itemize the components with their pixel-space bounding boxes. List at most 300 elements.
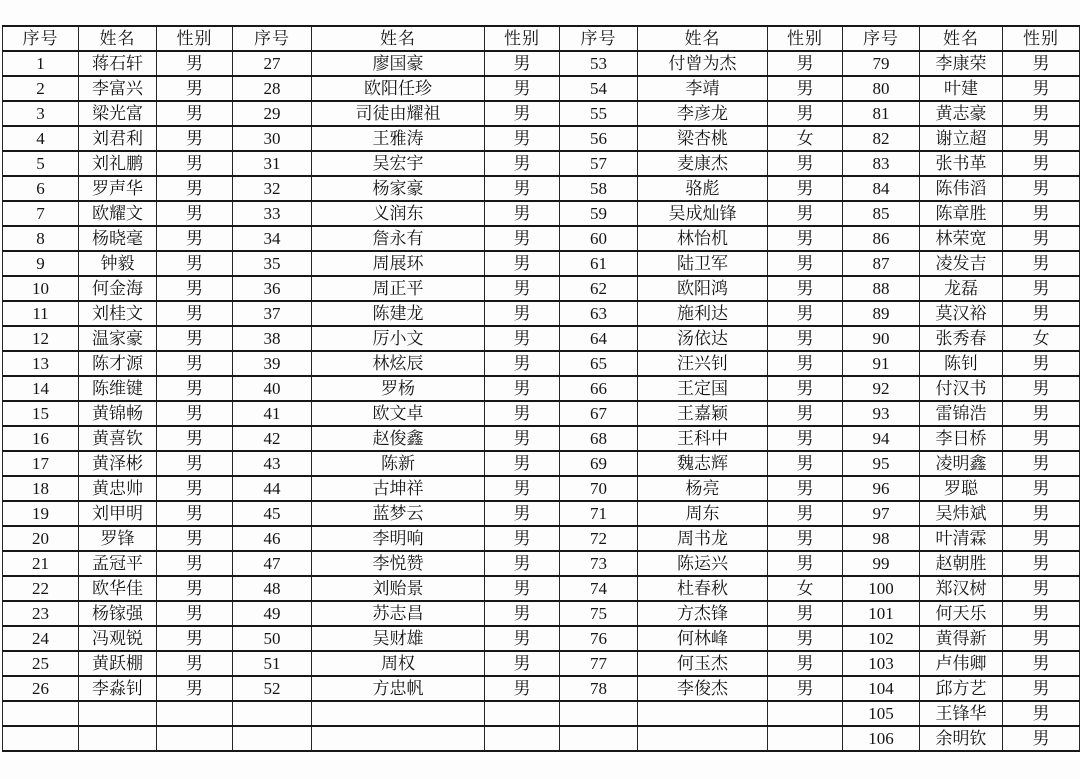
name-cell: 王科中 [638, 426, 768, 451]
serial-cell: 50 [233, 626, 312, 651]
name-cell: 李明响 [312, 526, 485, 551]
name-cell: 汪兴钊 [638, 351, 768, 376]
name-cell: 王雅涛 [312, 126, 485, 151]
name-cell: 黄泽彬 [79, 451, 157, 476]
name-cell: 罗声华 [79, 176, 157, 201]
empty-cell [768, 701, 843, 726]
gender-cell: 男 [768, 226, 843, 251]
name-cell: 黄志豪 [920, 101, 1003, 126]
serial-cell: 66 [560, 376, 638, 401]
serial-cell: 57 [560, 151, 638, 176]
serial-cell: 61 [560, 251, 638, 276]
name-cell: 黄跃棚 [79, 651, 157, 676]
serial-cell: 11 [3, 301, 79, 326]
table-row [3, 726, 1080, 751]
serial-cell: 91 [843, 351, 920, 376]
gender-header: 性别 [157, 26, 233, 51]
roster-table-body [3, 51, 1080, 751]
gender-cell: 男 [1003, 701, 1080, 726]
name-cell: 杨晓毫 [79, 226, 157, 251]
serial-cell: 86 [843, 226, 920, 251]
serial-cell: 105 [843, 701, 920, 726]
gender-cell: 男 [1003, 601, 1080, 626]
name-cell: 欧华佳 [79, 576, 157, 601]
gender-cell: 男 [485, 401, 560, 426]
name-cell: 李彦龙 [638, 101, 768, 126]
serial-cell: 2 [3, 76, 79, 101]
gender-cell: 男 [157, 651, 233, 676]
gender-cell: 男 [485, 301, 560, 326]
serial-cell: 82 [843, 126, 920, 151]
name-cell: 余明钦 [920, 726, 1003, 751]
gender-cell: 男 [157, 101, 233, 126]
name-cell: 雷锦浩 [920, 401, 1003, 426]
name-cell: 吴财雄 [312, 626, 485, 651]
serial-cell: 15 [3, 401, 79, 426]
table-row [3, 401, 1080, 426]
serial-cell: 77 [560, 651, 638, 676]
gender-cell: 男 [768, 426, 843, 451]
serial-cell: 54 [560, 76, 638, 101]
table-row [3, 676, 1080, 701]
table-row [3, 626, 1080, 651]
name-cell: 吴炜斌 [920, 501, 1003, 526]
gender-cell: 男 [768, 151, 843, 176]
empty-cell [157, 701, 233, 726]
name-cell: 廖国豪 [312, 51, 485, 76]
serial-cell: 33 [233, 201, 312, 226]
name-cell: 詹永有 [312, 226, 485, 251]
name-cell: 骆彪 [638, 176, 768, 201]
serial-cell: 43 [233, 451, 312, 476]
serial-cell: 89 [843, 301, 920, 326]
gender-cell: 男 [485, 426, 560, 451]
name-cell: 周东 [638, 501, 768, 526]
empty-cell [3, 726, 79, 751]
serial-cell: 44 [233, 476, 312, 501]
name-cell: 赵俊鑫 [312, 426, 485, 451]
serial-cell: 10 [3, 276, 79, 301]
name-cell: 黄忠帅 [79, 476, 157, 501]
serial-cell: 94 [843, 426, 920, 451]
serial-cell: 34 [233, 226, 312, 251]
name-cell: 陈才源 [79, 351, 157, 376]
gender-cell: 男 [157, 601, 233, 626]
serial-cell: 71 [560, 501, 638, 526]
serial-cell: 90 [843, 326, 920, 351]
empty-cell [638, 726, 768, 751]
gender-header: 性别 [485, 26, 560, 51]
name-cell: 张书革 [920, 151, 1003, 176]
serial-cell: 85 [843, 201, 920, 226]
name-cell: 罗杨 [312, 376, 485, 401]
serial-cell: 75 [560, 601, 638, 626]
name-cell: 刘礼鹏 [79, 151, 157, 176]
serial-cell: 48 [233, 576, 312, 601]
gender-cell: 男 [1003, 301, 1080, 326]
empty-cell [3, 701, 79, 726]
serial-cell: 70 [560, 476, 638, 501]
name-cell: 欧阳鸿 [638, 276, 768, 301]
serial-cell: 80 [843, 76, 920, 101]
serial-cell: 17 [3, 451, 79, 476]
serial-cell: 42 [233, 426, 312, 451]
name-cell: 杨家豪 [312, 176, 485, 201]
serial-cell: 68 [560, 426, 638, 451]
serial-cell: 87 [843, 251, 920, 276]
serial-cell: 55 [560, 101, 638, 126]
table-row [3, 51, 1080, 76]
table-row [3, 351, 1080, 376]
name-cell: 陈新 [312, 451, 485, 476]
table-row [3, 526, 1080, 551]
serial-cell: 46 [233, 526, 312, 551]
serial-cell: 83 [843, 151, 920, 176]
serial-cell: 49 [233, 601, 312, 626]
gender-cell: 男 [1003, 151, 1080, 176]
name-header: 姓名 [920, 26, 1003, 51]
serial-header: 序号 [3, 26, 79, 51]
name-cell: 林荣宽 [920, 226, 1003, 251]
name-cell: 叶建 [920, 76, 1003, 101]
gender-cell: 男 [485, 251, 560, 276]
serial-cell: 5 [3, 151, 79, 176]
gender-cell: 男 [1003, 251, 1080, 276]
name-cell: 莫汉裕 [920, 301, 1003, 326]
gender-cell: 男 [157, 451, 233, 476]
gender-cell: 男 [1003, 376, 1080, 401]
serial-cell: 3 [3, 101, 79, 126]
name-cell: 温家豪 [79, 326, 157, 351]
name-cell: 周书龙 [638, 526, 768, 551]
name-cell: 梁杏桃 [638, 126, 768, 151]
name-cell: 杨亮 [638, 476, 768, 501]
name-cell: 古坤祥 [312, 476, 485, 501]
gender-cell: 男 [768, 276, 843, 301]
gender-cell: 男 [157, 626, 233, 651]
gender-cell: 男 [485, 526, 560, 551]
name-cell: 方杰锋 [638, 601, 768, 626]
table-row [3, 326, 1080, 351]
empty-cell [768, 726, 843, 751]
serial-cell: 13 [3, 351, 79, 376]
gender-cell: 男 [485, 276, 560, 301]
serial-header: 序号 [233, 26, 312, 51]
name-cell: 林怡机 [638, 226, 768, 251]
gender-cell: 男 [1003, 451, 1080, 476]
name-cell: 赵朝胜 [920, 551, 1003, 576]
serial-cell: 64 [560, 326, 638, 351]
name-cell: 欧耀文 [79, 201, 157, 226]
gender-cell: 男 [1003, 526, 1080, 551]
serial-cell: 31 [233, 151, 312, 176]
name-cell: 刘贻景 [312, 576, 485, 601]
serial-cell: 18 [3, 476, 79, 501]
table-row [3, 426, 1080, 451]
gender-cell: 男 [1003, 476, 1080, 501]
gender-cell: 男 [768, 101, 843, 126]
serial-cell: 97 [843, 501, 920, 526]
gender-cell: 男 [485, 601, 560, 626]
name-cell: 何玉杰 [638, 651, 768, 676]
gender-cell: 男 [768, 626, 843, 651]
gender-cell: 男 [485, 226, 560, 251]
serial-cell: 6 [3, 176, 79, 201]
gender-cell: 男 [485, 101, 560, 126]
gender-cell: 男 [485, 126, 560, 151]
gender-cell: 男 [485, 326, 560, 351]
gender-cell: 男 [768, 501, 843, 526]
gender-cell: 男 [157, 676, 233, 701]
serial-cell: 19 [3, 501, 79, 526]
name-cell: 杜春秋 [638, 576, 768, 601]
serial-cell: 65 [560, 351, 638, 376]
name-header: 姓名 [79, 26, 157, 51]
gender-cell: 男 [157, 351, 233, 376]
name-header: 姓名 [638, 26, 768, 51]
name-cell: 凌发吉 [920, 251, 1003, 276]
name-cell: 陈钊 [920, 351, 1003, 376]
serial-cell: 88 [843, 276, 920, 301]
name-cell: 孟冠平 [79, 551, 157, 576]
serial-cell: 47 [233, 551, 312, 576]
gender-cell: 男 [1003, 351, 1080, 376]
serial-cell: 98 [843, 526, 920, 551]
serial-cell: 63 [560, 301, 638, 326]
name-cell: 周展环 [312, 251, 485, 276]
gender-cell: 女 [768, 576, 843, 601]
name-cell: 陈建龙 [312, 301, 485, 326]
gender-cell: 男 [768, 76, 843, 101]
name-cell: 王定国 [638, 376, 768, 401]
gender-cell: 男 [1003, 226, 1080, 251]
gender-cell: 男 [1003, 126, 1080, 151]
empty-cell [157, 726, 233, 751]
gender-cell: 男 [1003, 76, 1080, 101]
serial-cell: 102 [843, 626, 920, 651]
serial-cell: 12 [3, 326, 79, 351]
gender-cell: 男 [157, 401, 233, 426]
name-cell: 陈维键 [79, 376, 157, 401]
table-row [3, 476, 1080, 501]
name-cell: 付汉书 [920, 376, 1003, 401]
name-cell: 施利达 [638, 301, 768, 326]
gender-cell: 男 [768, 651, 843, 676]
gender-cell: 男 [157, 176, 233, 201]
gender-header: 性别 [1003, 26, 1080, 51]
serial-cell: 26 [3, 676, 79, 701]
serial-cell: 32 [233, 176, 312, 201]
gender-cell: 男 [1003, 426, 1080, 451]
header-row [3, 26, 1080, 51]
serial-cell: 30 [233, 126, 312, 151]
serial-header: 序号 [843, 26, 920, 51]
table-row [3, 601, 1080, 626]
table-row [3, 651, 1080, 676]
table-row [3, 201, 1080, 226]
gender-cell: 男 [157, 126, 233, 151]
name-cell: 周正平 [312, 276, 485, 301]
serial-cell: 36 [233, 276, 312, 301]
serial-cell: 101 [843, 601, 920, 626]
table-row [3, 301, 1080, 326]
gender-cell: 男 [1003, 201, 1080, 226]
gender-cell: 女 [768, 126, 843, 151]
name-cell: 罗聪 [920, 476, 1003, 501]
gender-cell: 女 [1003, 326, 1080, 351]
gender-cell: 男 [485, 176, 560, 201]
gender-cell: 男 [768, 376, 843, 401]
name-cell: 郑汉树 [920, 576, 1003, 601]
serial-cell: 22 [3, 576, 79, 601]
name-cell: 黄锦畅 [79, 401, 157, 426]
name-cell: 蒋石轩 [79, 51, 157, 76]
name-cell: 李俊杰 [638, 676, 768, 701]
gender-cell: 男 [485, 501, 560, 526]
serial-cell: 96 [843, 476, 920, 501]
name-cell: 黄得新 [920, 626, 1003, 651]
gender-cell: 男 [157, 76, 233, 101]
name-cell: 吴宏宇 [312, 151, 485, 176]
serial-cell: 23 [3, 601, 79, 626]
name-cell: 汤依达 [638, 326, 768, 351]
serial-cell: 24 [3, 626, 79, 651]
serial-cell: 25 [3, 651, 79, 676]
name-cell: 李富兴 [79, 76, 157, 101]
empty-cell [233, 726, 312, 751]
gender-cell: 男 [485, 476, 560, 501]
gender-cell: 男 [768, 201, 843, 226]
gender-cell: 男 [157, 251, 233, 276]
gender-cell: 男 [157, 51, 233, 76]
gender-cell: 男 [1003, 726, 1080, 751]
serial-cell: 38 [233, 326, 312, 351]
gender-cell: 男 [1003, 176, 1080, 201]
table-row [3, 76, 1080, 101]
gender-cell: 男 [768, 51, 843, 76]
serial-cell: 99 [843, 551, 920, 576]
name-cell: 王锋华 [920, 701, 1003, 726]
empty-cell [312, 726, 485, 751]
serial-cell: 76 [560, 626, 638, 651]
gender-cell: 男 [485, 201, 560, 226]
empty-cell [485, 726, 560, 751]
gender-cell: 男 [157, 201, 233, 226]
serial-cell: 92 [843, 376, 920, 401]
name-cell: 李淼钊 [79, 676, 157, 701]
gender-cell: 男 [157, 326, 233, 351]
empty-cell [233, 701, 312, 726]
gender-cell: 男 [157, 376, 233, 401]
name-cell: 欧阳任珍 [312, 76, 485, 101]
gender-cell: 男 [1003, 501, 1080, 526]
serial-cell: 72 [560, 526, 638, 551]
gender-cell: 男 [768, 326, 843, 351]
gender-cell: 男 [157, 501, 233, 526]
empty-cell [638, 701, 768, 726]
name-cell: 周权 [312, 651, 485, 676]
table-row [3, 276, 1080, 301]
name-cell: 黄喜钦 [79, 426, 157, 451]
gender-cell: 男 [1003, 276, 1080, 301]
name-cell: 李悦赞 [312, 551, 485, 576]
gender-cell: 男 [768, 451, 843, 476]
serial-cell: 78 [560, 676, 638, 701]
serial-cell: 74 [560, 576, 638, 601]
table-row [3, 251, 1080, 276]
serial-cell: 39 [233, 351, 312, 376]
serial-cell: 106 [843, 726, 920, 751]
gender-cell: 男 [485, 376, 560, 401]
gender-cell: 男 [768, 526, 843, 551]
serial-cell: 16 [3, 426, 79, 451]
table-row [3, 101, 1080, 126]
serial-cell: 41 [233, 401, 312, 426]
gender-cell: 男 [485, 551, 560, 576]
name-cell: 龙磊 [920, 276, 1003, 301]
name-cell: 王嘉颖 [638, 401, 768, 426]
gender-cell: 男 [768, 476, 843, 501]
table-row [3, 576, 1080, 601]
name-cell: 刘君利 [79, 126, 157, 151]
name-cell: 付曾为杰 [638, 51, 768, 76]
serial-cell: 37 [233, 301, 312, 326]
name-cell: 麦康杰 [638, 151, 768, 176]
name-cell: 陈运兴 [638, 551, 768, 576]
gender-cell: 男 [157, 276, 233, 301]
gender-cell: 男 [1003, 551, 1080, 576]
serial-cell: 60 [560, 226, 638, 251]
serial-cell: 69 [560, 451, 638, 476]
name-cell: 杨镓强 [79, 601, 157, 626]
gender-cell: 男 [485, 626, 560, 651]
table-row [3, 701, 1080, 726]
serial-cell: 7 [3, 201, 79, 226]
gender-cell: 男 [485, 151, 560, 176]
name-cell: 卢伟卿 [920, 651, 1003, 676]
gender-cell: 男 [485, 651, 560, 676]
name-cell: 刘甲明 [79, 501, 157, 526]
name-cell: 叶清霖 [920, 526, 1003, 551]
name-cell: 张秀春 [920, 326, 1003, 351]
gender-cell: 男 [157, 476, 233, 501]
gender-cell: 男 [1003, 401, 1080, 426]
gender-cell: 男 [485, 351, 560, 376]
gender-cell: 男 [1003, 101, 1080, 126]
gender-header: 性别 [768, 26, 843, 51]
table-row [3, 226, 1080, 251]
serial-cell: 28 [233, 76, 312, 101]
serial-cell: 14 [3, 376, 79, 401]
serial-cell: 8 [3, 226, 79, 251]
serial-cell: 53 [560, 51, 638, 76]
serial-cell: 9 [3, 251, 79, 276]
gender-cell: 男 [768, 301, 843, 326]
gender-cell: 男 [157, 576, 233, 601]
serial-cell: 52 [233, 676, 312, 701]
gender-cell: 男 [157, 551, 233, 576]
serial-cell: 45 [233, 501, 312, 526]
empty-cell [560, 726, 638, 751]
table-row [3, 151, 1080, 176]
empty-cell [485, 701, 560, 726]
name-header: 姓名 [312, 26, 485, 51]
table-row [3, 176, 1080, 201]
gender-cell: 男 [768, 251, 843, 276]
name-cell: 冯观锐 [79, 626, 157, 651]
gender-cell: 男 [768, 676, 843, 701]
gender-cell: 男 [1003, 626, 1080, 651]
